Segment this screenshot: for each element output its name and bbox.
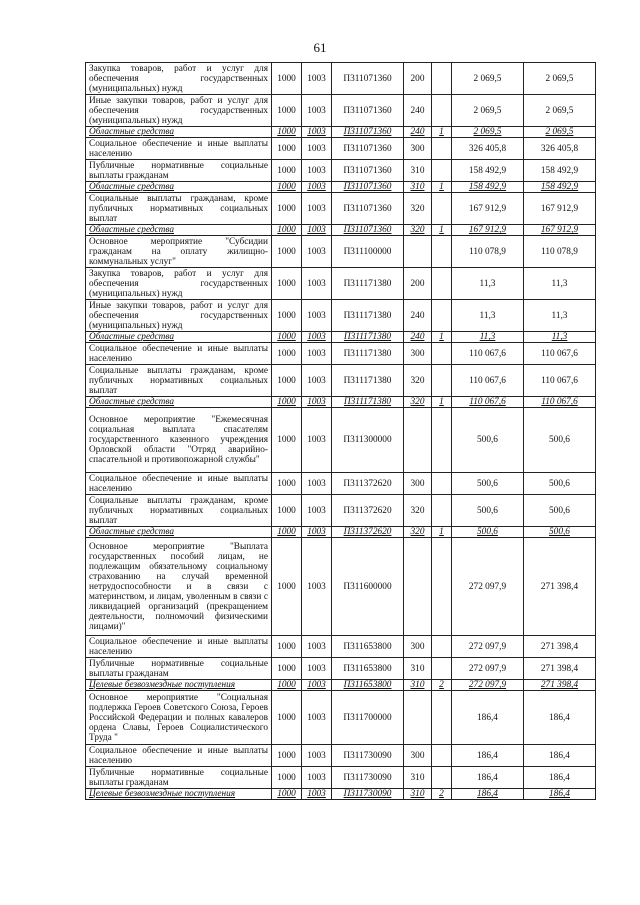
row-name-cell: Областные средства [86, 127, 272, 138]
row-name-cell: Областные средства [86, 332, 272, 343]
amount-year1-cell: 2 069,5 [452, 95, 524, 127]
row-name-cell: Основное мероприятие "Ежемесячная социальная выплата спасателям государственного казенного учреждения Орловской области "Отряд аварийно-спасательной и противопожарной службы" [86, 408, 272, 473]
expense-type-cell: 320 [404, 527, 432, 538]
amount-year2-cell: 500,6 [524, 495, 596, 527]
amount-year2-cell: 2 069,5 [524, 63, 596, 95]
expense-type-cell: 310 [404, 160, 432, 182]
target-article-cell: П311071360 [332, 127, 404, 138]
amount-year1-cell: 272 097,9 [452, 538, 524, 636]
target-article-cell: П311730090 [332, 767, 404, 789]
row-name-cell: Областные средства [86, 397, 272, 408]
funding-source-cell: 2 [432, 680, 452, 691]
subsection-code-cell: 1003 [302, 680, 332, 691]
table-row [86, 538, 596, 636]
section-code-cell: 1000 [272, 473, 302, 495]
table-row [86, 332, 596, 343]
row-name-cell: Социальные выплаты гражданам, кроме публичных нормативных социальных выплат [86, 193, 272, 225]
amount-year1-cell: 186,4 [452, 691, 524, 745]
expense-type-cell: 320 [404, 193, 432, 225]
amount-year1-cell: 186,4 [452, 745, 524, 767]
funding-source-cell [432, 63, 452, 95]
subsection-code-cell: 1003 [302, 397, 332, 408]
table-row [86, 365, 596, 397]
funding-source-cell [432, 658, 452, 680]
section-code-cell: 1000 [272, 680, 302, 691]
funding-source-cell: 1 [432, 127, 452, 138]
funding-source-cell [432, 236, 452, 268]
funding-source-cell: 1 [432, 397, 452, 408]
expense-type-cell: 240 [404, 332, 432, 343]
amount-year2-cell: 110 078,9 [524, 236, 596, 268]
expense-type-cell: 310 [404, 182, 432, 193]
table-row [86, 138, 596, 160]
subsection-code-cell: 1003 [302, 332, 332, 343]
table-row [86, 636, 596, 658]
section-code-cell: 1000 [272, 160, 302, 182]
target-article-cell: П311372620 [332, 527, 404, 538]
row-name-cell: Иные закупки товаров, работ и услуг для обеспечения государственных (муниципальных) нужд [86, 300, 272, 332]
table-row [86, 225, 596, 236]
funding-source-cell [432, 636, 452, 658]
funding-source-cell [432, 365, 452, 397]
amount-year1-cell: 500,6 [452, 408, 524, 473]
expense-type-cell: 320 [404, 225, 432, 236]
funding-source-cell [432, 745, 452, 767]
section-code-cell: 1000 [272, 332, 302, 343]
row-name-cell: Социальное обеспечение и иные выплаты населению [86, 343, 272, 365]
amount-year2-cell: 158 492,9 [524, 160, 596, 182]
amount-year1-cell: 500,6 [452, 495, 524, 527]
target-article-cell: П311171380 [332, 332, 404, 343]
target-article-cell: П311071360 [332, 193, 404, 225]
amount-year1-cell: 11,3 [452, 332, 524, 343]
amount-year1-cell: 272 097,9 [452, 636, 524, 658]
table-row [86, 767, 596, 789]
target-article-cell: П311653800 [332, 680, 404, 691]
subsection-code-cell: 1003 [302, 193, 332, 225]
expense-type-cell [404, 408, 432, 473]
subsection-code-cell: 1003 [302, 343, 332, 365]
row-name-cell: Целевые безвозмездные поступления [86, 680, 272, 691]
table-row [86, 789, 596, 800]
row-name-cell: Социальное обеспечение и иные выплаты населению [86, 473, 272, 495]
target-article-cell: П311730090 [332, 745, 404, 767]
amount-year2-cell: 500,6 [524, 527, 596, 538]
table-row [86, 236, 596, 268]
amount-year1-cell: 186,4 [452, 789, 524, 800]
target-article-cell: П311071360 [332, 138, 404, 160]
funding-source-cell [432, 495, 452, 527]
target-article-cell: П311071360 [332, 63, 404, 95]
target-article-cell: П311071360 [332, 225, 404, 236]
table-row [86, 495, 596, 527]
table-row [86, 691, 596, 745]
funding-source-cell [432, 160, 452, 182]
target-article-cell: П311600000 [332, 538, 404, 636]
expense-type-cell: 310 [404, 680, 432, 691]
section-code-cell: 1000 [272, 495, 302, 527]
table-row [86, 268, 596, 300]
funding-source-cell: 2 [432, 789, 452, 800]
amount-year2-cell: 186,4 [524, 789, 596, 800]
amount-year1-cell: 2 069,5 [452, 127, 524, 138]
row-name-cell: Социальное обеспечение и иные выплаты населению [86, 636, 272, 658]
expense-type-cell: 300 [404, 138, 432, 160]
section-code-cell: 1000 [272, 225, 302, 236]
table-row [86, 473, 596, 495]
funding-source-cell [432, 767, 452, 789]
expense-type-cell: 200 [404, 63, 432, 95]
section-code-cell: 1000 [272, 789, 302, 800]
expense-type-cell: 310 [404, 789, 432, 800]
section-code-cell: 1000 [272, 193, 302, 225]
funding-source-cell [432, 268, 452, 300]
row-name-cell: Основное мероприятие "Социальная подлержка Героев Советского Союза, Героев Российской Федерации и полных кавалеров ордена Славы, Героев Социалистического Труда " [86, 691, 272, 745]
amount-year1-cell: 272 097,9 [452, 658, 524, 680]
amount-year1-cell: 158 492,9 [452, 182, 524, 193]
subsection-code-cell: 1003 [302, 127, 332, 138]
funding-source-cell: 1 [432, 182, 452, 193]
subsection-code-cell: 1003 [302, 473, 332, 495]
target-article-cell: П311372620 [332, 495, 404, 527]
expense-type-cell: 200 [404, 268, 432, 300]
amount-year1-cell: 158 492,9 [452, 160, 524, 182]
target-article-cell: П311653800 [332, 636, 404, 658]
section-code-cell: 1000 [272, 63, 302, 95]
target-article-cell: П311171380 [332, 343, 404, 365]
target-article-cell: П311171380 [332, 397, 404, 408]
amount-year2-cell: 500,6 [524, 408, 596, 473]
section-code-cell: 1000 [272, 527, 302, 538]
funding-source-cell: 1 [432, 527, 452, 538]
table-row [86, 63, 596, 95]
subsection-code-cell: 1003 [302, 160, 332, 182]
amount-year2-cell: 186,4 [524, 691, 596, 745]
funding-source-cell [432, 473, 452, 495]
section-code-cell: 1000 [272, 138, 302, 160]
amount-year2-cell: 326 405,8 [524, 138, 596, 160]
target-article-cell: П311730090 [332, 789, 404, 800]
amount-year2-cell: 167 912,9 [524, 225, 596, 236]
amount-year2-cell: 158 492,9 [524, 182, 596, 193]
target-article-cell: П311372620 [332, 473, 404, 495]
section-code-cell: 1000 [272, 95, 302, 127]
subsection-code-cell: 1003 [302, 138, 332, 160]
funding-source-cell [432, 193, 452, 225]
row-name-cell: Социальные выплаты гражданам, кроме публичных нормативных социальных выплат [86, 365, 272, 397]
subsection-code-cell: 1003 [302, 268, 332, 300]
amount-year1-cell: 110 067,6 [452, 343, 524, 365]
subsection-code-cell: 1003 [302, 408, 332, 473]
expense-type-cell: 300 [404, 745, 432, 767]
expense-type-cell: 240 [404, 95, 432, 127]
section-code-cell: 1000 [272, 236, 302, 268]
expense-type-cell: 240 [404, 127, 432, 138]
expense-type-cell: 300 [404, 343, 432, 365]
row-name-cell: Социальное обеспечение и иные выплаты населению [86, 745, 272, 767]
amount-year2-cell: 271 398,4 [524, 636, 596, 658]
section-code-cell: 1000 [272, 127, 302, 138]
subsection-code-cell: 1003 [302, 236, 332, 268]
amount-year1-cell: 500,6 [452, 527, 524, 538]
row-name-cell: Областные средства [86, 527, 272, 538]
amount-year1-cell: 167 912,9 [452, 193, 524, 225]
amount-year2-cell: 271 398,4 [524, 538, 596, 636]
section-code-cell: 1000 [272, 538, 302, 636]
row-name-cell: Целевые безвозмездные поступления [86, 789, 272, 800]
row-name-cell: Социальные выплаты гражданам, кроме публичных нормативных социальных выплат [86, 495, 272, 527]
table-row [86, 160, 596, 182]
expense-type-cell: 300 [404, 636, 432, 658]
target-article-cell: П311071360 [332, 160, 404, 182]
expense-type-cell: 300 [404, 473, 432, 495]
subsection-code-cell: 1003 [302, 527, 332, 538]
funding-source-cell [432, 538, 452, 636]
subsection-code-cell: 1003 [302, 767, 332, 789]
subsection-code-cell: 1003 [302, 63, 332, 95]
expense-type-cell: 320 [404, 397, 432, 408]
section-code-cell: 1000 [272, 691, 302, 745]
amount-year1-cell: 186,4 [452, 767, 524, 789]
subsection-code-cell: 1003 [302, 365, 332, 397]
funding-source-cell [432, 408, 452, 473]
subsection-code-cell: 1003 [302, 182, 332, 193]
target-article-cell: П311300000 [332, 408, 404, 473]
amount-year1-cell: 167 912,9 [452, 225, 524, 236]
row-name-cell: Закупка товаров, работ и услуг для обеспечения государственных (муниципальных) нужд [86, 63, 272, 95]
row-name-cell: Публичные нормативные социальные выплаты гражданам [86, 160, 272, 182]
amount-year1-cell: 2 069,5 [452, 63, 524, 95]
expense-type-cell: 310 [404, 767, 432, 789]
subsection-code-cell: 1003 [302, 636, 332, 658]
table-row [86, 745, 596, 767]
amount-year2-cell: 186,4 [524, 745, 596, 767]
subsection-code-cell: 1003 [302, 300, 332, 332]
row-name-cell: Основное мероприятие "Выплата государственных пособий лицам, не подлежащим обязательному социальному страхованию на случай временной нетрудоспособности и в связи с материнством, и лицам, уволенным в связи с ликвидацией организаций (прекращением деятельности, полномочий физическими лицами)" [86, 538, 272, 636]
amount-year2-cell: 11,3 [524, 268, 596, 300]
amount-year1-cell: 11,3 [452, 268, 524, 300]
target-article-cell: П311071360 [332, 95, 404, 127]
table-row [86, 343, 596, 365]
amount-year2-cell: 2 069,5 [524, 127, 596, 138]
target-article-cell: П311171380 [332, 268, 404, 300]
amount-year1-cell: 110 078,9 [452, 236, 524, 268]
subsection-code-cell: 1003 [302, 789, 332, 800]
expense-type-cell: 240 [404, 300, 432, 332]
row-name-cell: Иные закупки товаров, работ и услуг для обеспечения государственных (муниципальных) нужд [86, 95, 272, 127]
target-article-cell: П311171380 [332, 365, 404, 397]
section-code-cell: 1000 [272, 300, 302, 332]
section-code-cell: 1000 [272, 408, 302, 473]
subsection-code-cell: 1003 [302, 495, 332, 527]
target-article-cell: П311653800 [332, 658, 404, 680]
expense-type-cell: 320 [404, 365, 432, 397]
target-article-cell: П311071360 [332, 182, 404, 193]
section-code-cell: 1000 [272, 182, 302, 193]
page-number: 61 [313, 40, 327, 55]
amount-year2-cell: 11,3 [524, 332, 596, 343]
table-row [86, 182, 596, 193]
amount-year1-cell: 11,3 [452, 300, 524, 332]
expense-type-cell [404, 691, 432, 745]
row-name-cell: Публичные нормативные социальные выплаты гражданам [86, 658, 272, 680]
amount-year2-cell: 2 069,5 [524, 95, 596, 127]
target-article-cell: П311700000 [332, 691, 404, 745]
subsection-code-cell: 1003 [302, 658, 332, 680]
funding-source-cell: 1 [432, 332, 452, 343]
amount-year2-cell: 110 067,6 [524, 343, 596, 365]
table-row [86, 658, 596, 680]
row-name-cell: Социальное обеспечение и иные выплаты населению [86, 138, 272, 160]
table-row [86, 408, 596, 473]
table-row [86, 527, 596, 538]
table-row [86, 397, 596, 408]
funding-source-cell [432, 343, 452, 365]
funding-source-cell [432, 138, 452, 160]
expense-type-cell: 310 [404, 658, 432, 680]
amount-year2-cell: 110 067,6 [524, 365, 596, 397]
funding-source-cell [432, 95, 452, 127]
expense-type-cell [404, 236, 432, 268]
target-article-cell: П311171380 [332, 300, 404, 332]
amount-year1-cell: 272 097,9 [452, 680, 524, 691]
section-code-cell: 1000 [272, 636, 302, 658]
amount-year2-cell: 167 912,9 [524, 193, 596, 225]
target-article-cell: П311100000 [332, 236, 404, 268]
row-name-cell: Областные средства [86, 182, 272, 193]
amount-year2-cell: 500,6 [524, 473, 596, 495]
row-name-cell: Областные средства [86, 225, 272, 236]
amount-year1-cell: 110 067,6 [452, 397, 524, 408]
expense-type-cell [404, 538, 432, 636]
row-name-cell: Основное мероприятие "Субсидии гражданам на оплату жилищно-коммунальных услуг" [86, 236, 272, 268]
table-row [86, 680, 596, 691]
amount-year2-cell: 110 067,6 [524, 397, 596, 408]
funding-source-cell: 1 [432, 225, 452, 236]
section-code-cell: 1000 [272, 268, 302, 300]
row-name-cell: Закупка товаров, работ и услуг для обеспечения государственных (муниципальных) нужд [86, 268, 272, 300]
budget-table [85, 62, 596, 800]
funding-source-cell [432, 300, 452, 332]
expense-type-cell: 320 [404, 495, 432, 527]
amount-year2-cell: 186,4 [524, 767, 596, 789]
amount-year1-cell: 500,6 [452, 473, 524, 495]
amount-year2-cell: 271 398,4 [524, 680, 596, 691]
table-row [86, 193, 596, 225]
table-row [86, 300, 596, 332]
subsection-code-cell: 1003 [302, 538, 332, 636]
funding-source-cell [432, 691, 452, 745]
amount-year2-cell: 11,3 [524, 300, 596, 332]
subsection-code-cell: 1003 [302, 745, 332, 767]
section-code-cell: 1000 [272, 745, 302, 767]
amount-year1-cell: 110 067,6 [452, 365, 524, 397]
section-code-cell: 1000 [272, 397, 302, 408]
subsection-code-cell: 1003 [302, 225, 332, 236]
section-code-cell: 1000 [272, 767, 302, 789]
amount-year1-cell: 326 405,8 [452, 138, 524, 160]
subsection-code-cell: 1003 [302, 95, 332, 127]
section-code-cell: 1000 [272, 365, 302, 397]
subsection-code-cell: 1003 [302, 691, 332, 745]
section-code-cell: 1000 [272, 343, 302, 365]
row-name-cell: Публичные нормативные социальные выплаты гражданам [86, 767, 272, 789]
table-row [86, 95, 596, 127]
amount-year2-cell: 271 398,4 [524, 658, 596, 680]
table-row [86, 127, 596, 138]
section-code-cell: 1000 [272, 658, 302, 680]
